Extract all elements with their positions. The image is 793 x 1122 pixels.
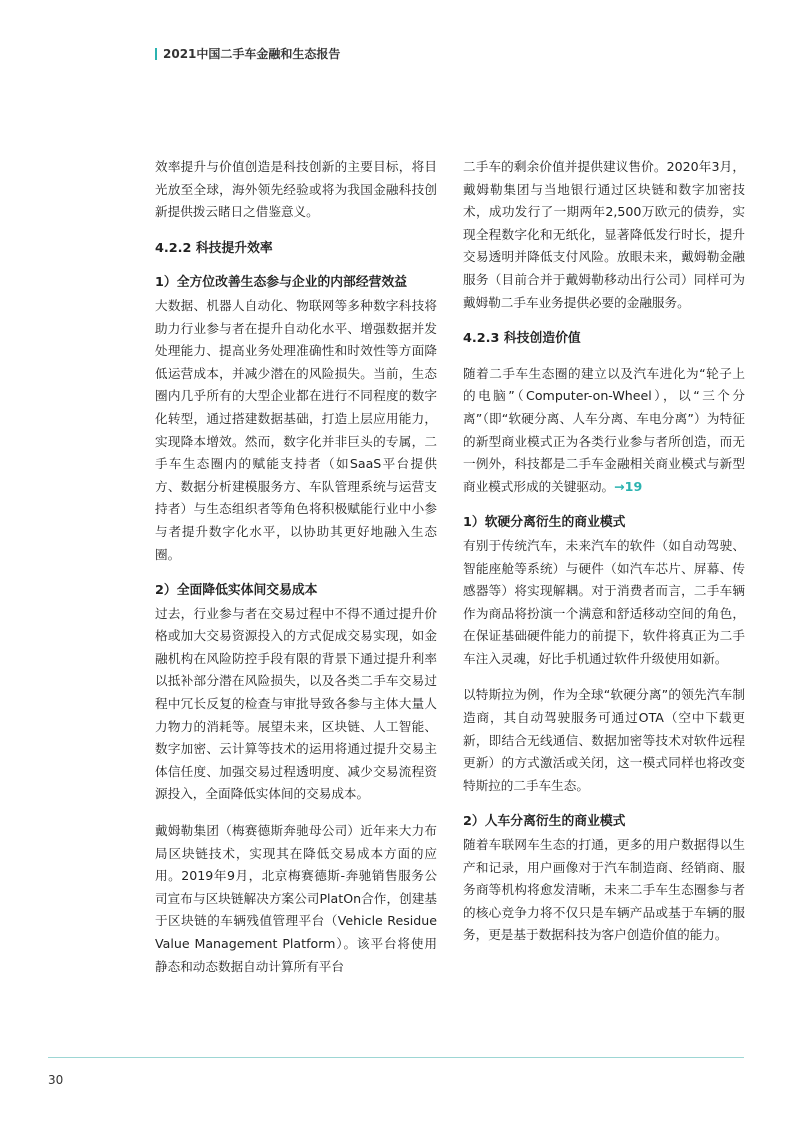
paragraph: 二手车的剩余价值并提供建议售价。2020年3月，戴姆勒集团与当地银行通过区块链和数字加密技术，成功发行了一期两年2,500万欧元的债券，实现全程数字化和无纸化，显著降低发行时长，提升交易透明并降低支付风险。放眼未来，戴姆勒金融服务（目前合并于戴姆勒移动出行公司）同样可为戴姆勒二手车业务提供必要的金融服务。 [463, 159, 745, 310]
subheading-transaction-cost: 2）全面降低实体间交易成本 [155, 583, 318, 599]
paragraph [463, 363, 745, 499]
footer-divider [48, 1057, 744, 1058]
paragraph: 以特斯拉为例，作为全球“软硬分离”的领先汽车制造商，其自动驾驶服务可通过OTA（空中下载更新，即结合无线通信、数据加密等技术对软件远程更新）的方式激活或关闭，这一模式同样也将改变特斯拉的二手车生态。 [463, 687, 745, 793]
reference-link[interactable]: →19 [614, 478, 643, 494]
paragraph: 有别于传统汽车，未来汽车的软件（如自动驾驶、智能座舱等系统）与硬件（如汽车芯片、屏幕、传感器等）将实现解耦。对于消费者而言，二手车辆作为商品将扮演一个满意和舒适移动空间的角色，在保证基础硬件能力的前提下，软件将真正为二手车注入灵魂，好比手机通过软件升级使用如新。 [463, 537, 745, 666]
section-heading-4-2-2: 4.2.2 科技提升效率 [155, 240, 273, 256]
report-title: 2021中国二手车金融和生态报告 [163, 47, 341, 61]
subheading-internal-efficiency: 1）全方位改善生态参与企业的内部经营效益 [155, 275, 408, 291]
paragraph: 过去，行业参与者在交易过程中不得不通过提升价格或加大交易资源投入的方式促成交易实现，如金融机构在风险防控手段有限的背景下通过提升利率以抵补部分潜在风险损失，以及各类二手车交易过程中冗长反复的检查与审批导致各参与主体大量人力物力的消耗等。展望未来，区块链、人工智能、数字加密、云计算等技术的运用将通过提升交易主体信任度、加强交易过程透明度、减少交易流程资源投入，全面降低实体间的交易成本。 [155, 605, 437, 802]
page-header [155, 45, 340, 62]
header-accent-bar [155, 48, 157, 60]
left-column [155, 156, 437, 978]
right-column [463, 156, 745, 947]
paragraph: 大数据、机器人自动化、物联网等多种数字科技将助力行业参与者在提升自动化水平、增强数据并发处理能力、提高业务处理准确性和时效性等方面降低运营成本，并减少潜在的风险损失。当前，生态圈内几乎所有的大型企业都在进行不同程度的数字化转型，通过搭建数据基础，打造上层应用能力，实现降本增效。然而，数字化并非巨头的专属，二手车生态圈内的赋能支持者（如SaaS平台提供方、数据分析建模服务方、车队管理系统与运营支持者）与生态组织者等角色将积极赋能行业中小参与者提升数字化水平，以协助其更好地融入生态圈。 [155, 297, 437, 562]
paragraph: 戴姆勒集团（梅赛德斯奔驰母公司）近年来大力布局区块链技术，实现其在降低交易成本方面的应用。2019年9月，北京梅赛德斯-奔驰销售服务公司宣布与区块链解决方案公司PlatOn合作，创建基于区块链的车辆残值管理平台（Vehicle Residue Value Management Platform）。该平台将使用静态和动态数据自动计算所有平台 [155, 823, 437, 974]
paragraph: 效率提升与价值创造是科技创新的主要目标，将目光放至全球，海外领先经验或将为我国金融科技创新提供拨云睹日之借鉴意义。 [155, 159, 437, 220]
section-heading-4-2-3: 4.2.3 科技创造价值 [463, 331, 581, 347]
paragraph: 随着车联网车生态的打通，更多的用户数据得以生产和记录，用户画像对于汽车制造商、经销商、服务商等机构将愈发清晰，未来二手车生态圈参与者的核心竞争力将不仅只是车辆产品或基于车辆的服务，更是基于数据科技为客户创造价值的能力。 [463, 837, 745, 943]
paragraph-text: 随着二手车生态圈的建立以及汽车进化为“轮子上的电脑”（Computer-on-Wheel），以“三个分离”（即“软硬分离、人车分离、车电分离”）为特征的新型商业模式正为各类行业参与者所创造，而无一例外，科技都是二手车金融相关商业模式与新型商业模式形成的关键驱动。 [463, 365, 745, 494]
page-number: 30 [48, 1073, 64, 1087]
subheading-software-hardware: 1）软硬分离衍生的商业模式 [463, 515, 626, 531]
subheading-user-vehicle: 2）人车分离衍生的商业模式 [463, 814, 626, 830]
